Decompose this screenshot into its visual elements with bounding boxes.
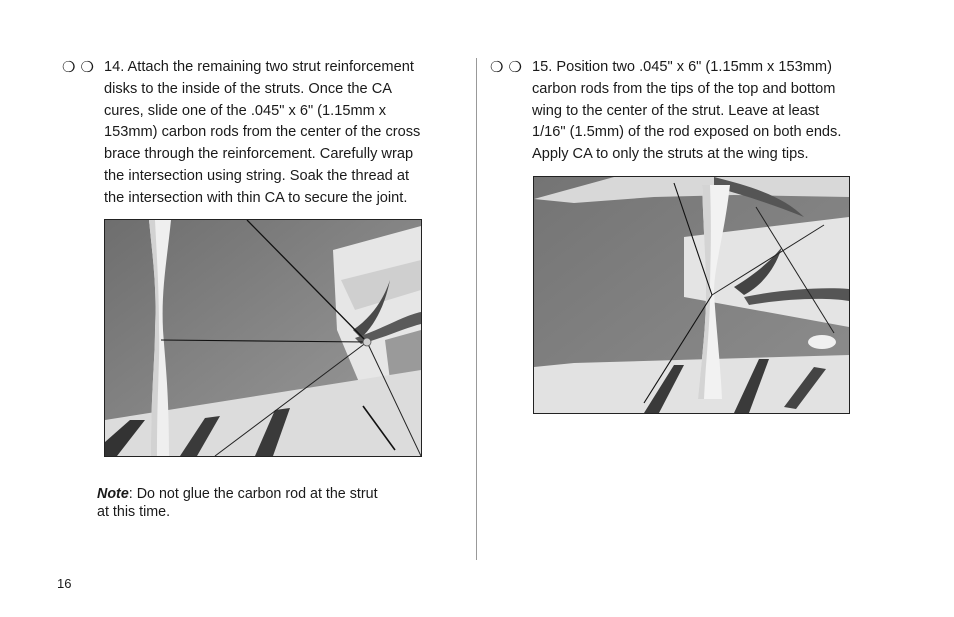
page-number: 16 (57, 576, 72, 591)
step-14-photo (104, 219, 422, 457)
step-15-line: carbon rods from the tips of the top and bottom (532, 80, 836, 97)
note-text: at this time. (97, 504, 171, 520)
step-14-line: the intersection using string. Soak the thread at (104, 167, 410, 184)
step-15-instructions (490, 57, 842, 166)
checkbox-icon[interactable]: ❍ (80, 59, 94, 76)
step-14-line: 153mm) carbon rods from the center of the cross (104, 124, 421, 141)
note-text: : Do not glue the carbon rod at the strut (128, 486, 378, 502)
checkbox-icon[interactable]: ❍ (62, 59, 76, 76)
step-14-line: brace through the reinforcement. Carefully wrap (104, 146, 414, 163)
step-14-instructions (62, 57, 421, 210)
column-divider (476, 58, 477, 560)
step-15-line: wing to the center of the strut. Leave at least (532, 102, 820, 119)
step-15-line: 15. Position two .045" x 6" (1.15mm x 153mm) (532, 59, 832, 75)
note-label: Note (97, 486, 129, 502)
checkbox-icon[interactable]: ❍ (508, 59, 522, 76)
step-14-line: the intersection with thin CA to secure the joint. (104, 189, 408, 206)
step-15-line: Apply CA to only the struts at the wing tips. (532, 146, 809, 163)
note (97, 485, 378, 521)
step-15-line: 1/16" (1.5mm) of the rod exposed on both ends. (532, 124, 842, 141)
step-15-checkboxes[interactable] (490, 57, 527, 79)
step-15-photo (533, 176, 850, 414)
step-14-line: cures, slide one of the .045" x 6" (1.15mm x (104, 102, 387, 119)
step-14-line: disks to the inside of the struts. Once the CA (104, 80, 392, 97)
checkbox-icon[interactable]: ❍ (490, 59, 504, 76)
step-14-line: 14. Attach the remaining two strut reinforcement (104, 59, 414, 75)
step-14-checkboxes[interactable] (62, 57, 99, 79)
